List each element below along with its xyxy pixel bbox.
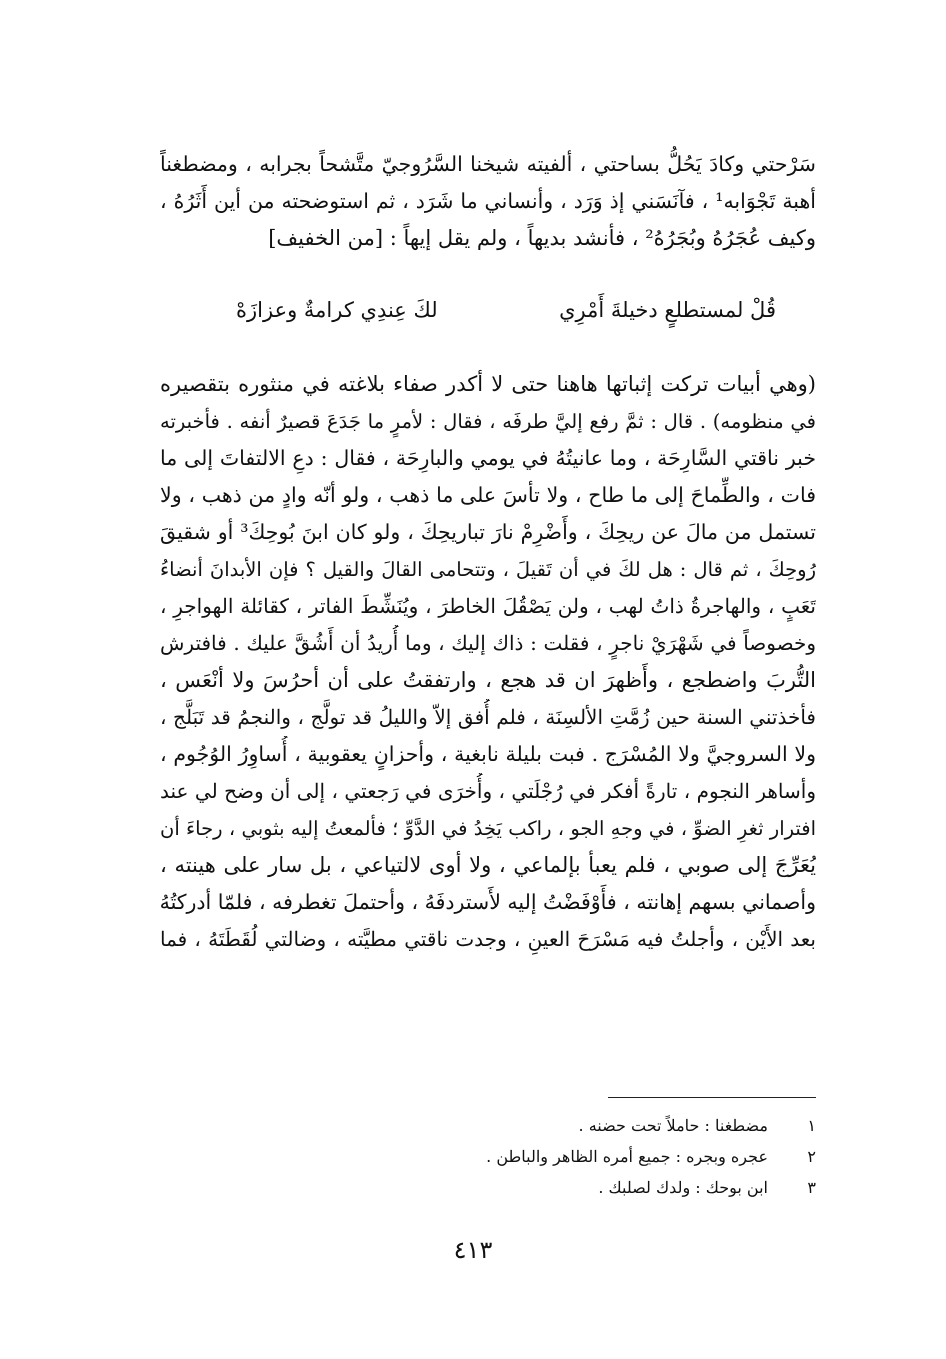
footnote-text: عجره وبجره : جميع أمره الظاهر والباطن . bbox=[486, 1147, 768, 1166]
text-line: وأساهر النجوم ، تارةً أفكر في رُجْلَتي ، وأُخرَى في رَجعتي ، إلى أن وضح لي عند bbox=[160, 779, 816, 803]
footnote-divider bbox=[608, 1097, 816, 1098]
text-line: وخصوصاً في شَهْرَيْ ناجرٍ ، فقلت : ذاك إليك ، وما أُريدُ أن أَشُقَّ عليك . فافترش bbox=[160, 631, 816, 655]
text-line: سَرْحتي وكادَ يَحُلُّ بساحتي ، ألفيته شيخنا السَّرُوجيّ متَّشحاً بجرابه ، ومضطغناً bbox=[160, 152, 816, 176]
poem-verse bbox=[236, 292, 776, 329]
prose-paragraph bbox=[160, 366, 816, 958]
footnote-number: ٢ bbox=[807, 1147, 816, 1166]
text-line: تستمل من مالَ عن ريحِكَ ، وأَضْرِمْ نارَ تباريحِكَ ، ولو كان ابنَ بُوحِكَ³ أو شقيقَ bbox=[160, 520, 816, 544]
text-line: التُّربَ واضطجع ، وأَظهرَ ان قد هجع ، وارتفقتُ على أن أحرُسَ ولا أنْعَس ، bbox=[160, 668, 816, 692]
verse-second-hemistich: لكَ عِندِي كرامةٌ وعزازَهْ bbox=[236, 298, 438, 322]
text-line: وكيف عُجَرُهُ وبُجَرُهُ² ، فأنشد بديهاً ، ولم يقل إيهاً : [من الخفيف] bbox=[268, 226, 816, 250]
text-line: رُوحِكَ ، ثم قال : هل لكَ في أن تَقيلَ ، وتتحامى القالَ والقيل ؟ فإن الأبدانَ أنضاءُ bbox=[160, 558, 816, 581]
text-line: افترار ثغرِ الضوِّ ، في وجهِ الجو ، راكب يَخِدُ في الدَّوِّ ؛ فألمعتُ إليه بثوبي ، رجاءَ أن bbox=[160, 817, 816, 840]
text-line: (وهي أبيات تركت إثباتها هاهنا حتى لا أكدر صفاء بلاغته في منثوره بتقصيره bbox=[160, 372, 816, 396]
footnote-text: مضطغنا : حاملاً تحت حضنه . bbox=[578, 1116, 768, 1135]
text-line: يُعَرِّجَ إلى صوبي ، فلم يعبأ بإلماعي ، ولا أوى لالتياعي ، بل سار على هينته ، bbox=[160, 853, 816, 877]
text-line: فات ، والطِّماحَ إلى ما طاح ، ولا تأسَ على ما ذهب ، ولو أنّه وادٍ من ذهب ، ولا bbox=[160, 483, 816, 507]
verse-first-hemistich: قُلْ لمستطلعٍ دخيلةَ أَمْرِي bbox=[559, 298, 776, 322]
footnote bbox=[400, 1172, 816, 1203]
page-number: ٤١٣ bbox=[453, 1236, 493, 1264]
footnote bbox=[400, 1110, 816, 1141]
footnote bbox=[400, 1141, 816, 1172]
text-line: فأخذتني السنة حين زُمَّتِ الألسِنَة ، فلم أُفق إلاّ والليلُ قد تولَّج ، والنجمُ قد تَبَلَّج ، bbox=[160, 705, 816, 729]
footnote-number: ٣ bbox=[807, 1178, 816, 1197]
text-line: ولا السروجيَّ ولا المُسْرَج . فبت بليلة نابغية ، وأحزانٍ يعقوبية ، أُساوِرُ الوُجُوم ، bbox=[160, 742, 816, 766]
text-line: خبر ناقتي السَّارِحَة ، وما عانيتُهُ في يومي والبارِحَة ، فقال : دعِ الالتفاتَ إلى ما bbox=[160, 446, 816, 470]
text-line: في منظومه) . قال : ثمَّ رفع إليَّ طرفَه ، فقال : لأمرٍ ما جَدَعَ قصيرٌ أنفه . فأخبرته bbox=[160, 410, 816, 433]
footnotes bbox=[400, 1110, 816, 1203]
footnote-text: ابن بوحك : ولدك لصلبك . bbox=[598, 1178, 768, 1197]
intro-paragraph bbox=[160, 146, 816, 257]
text-line: بعد الأَيْن ، وأجلتُ فيه مَسْرَحَ العينِ ، وجدت ناقتي مطيَّته ، وضالتي لُقَطَتَهُ ، فما bbox=[160, 927, 816, 951]
text-line: أهبة تَجْوَابه¹ ، فآنَسَني إذ وَرَد ، وأنساني ما شَرَد ، ثم استوضحته من أين أَثَرُهُ ، bbox=[160, 189, 816, 213]
footnote-number: ١ bbox=[807, 1116, 816, 1135]
text-line: وأصماني بسهم إهانته ، فأَوْفَضْتُ إليه لأَستردفَهُ ، وأحتملَ تغطرفه ، فلمّا أدركتُهُ bbox=[160, 890, 816, 914]
text-line: تَعَبٍ ، والهاجرةُ ذاتُ لهب ، ولن يَصْقُلَ الخاطرَ ، ويُنَشِّطَ الفاتر ، كقائلة الهواجرِ ، bbox=[160, 594, 816, 618]
